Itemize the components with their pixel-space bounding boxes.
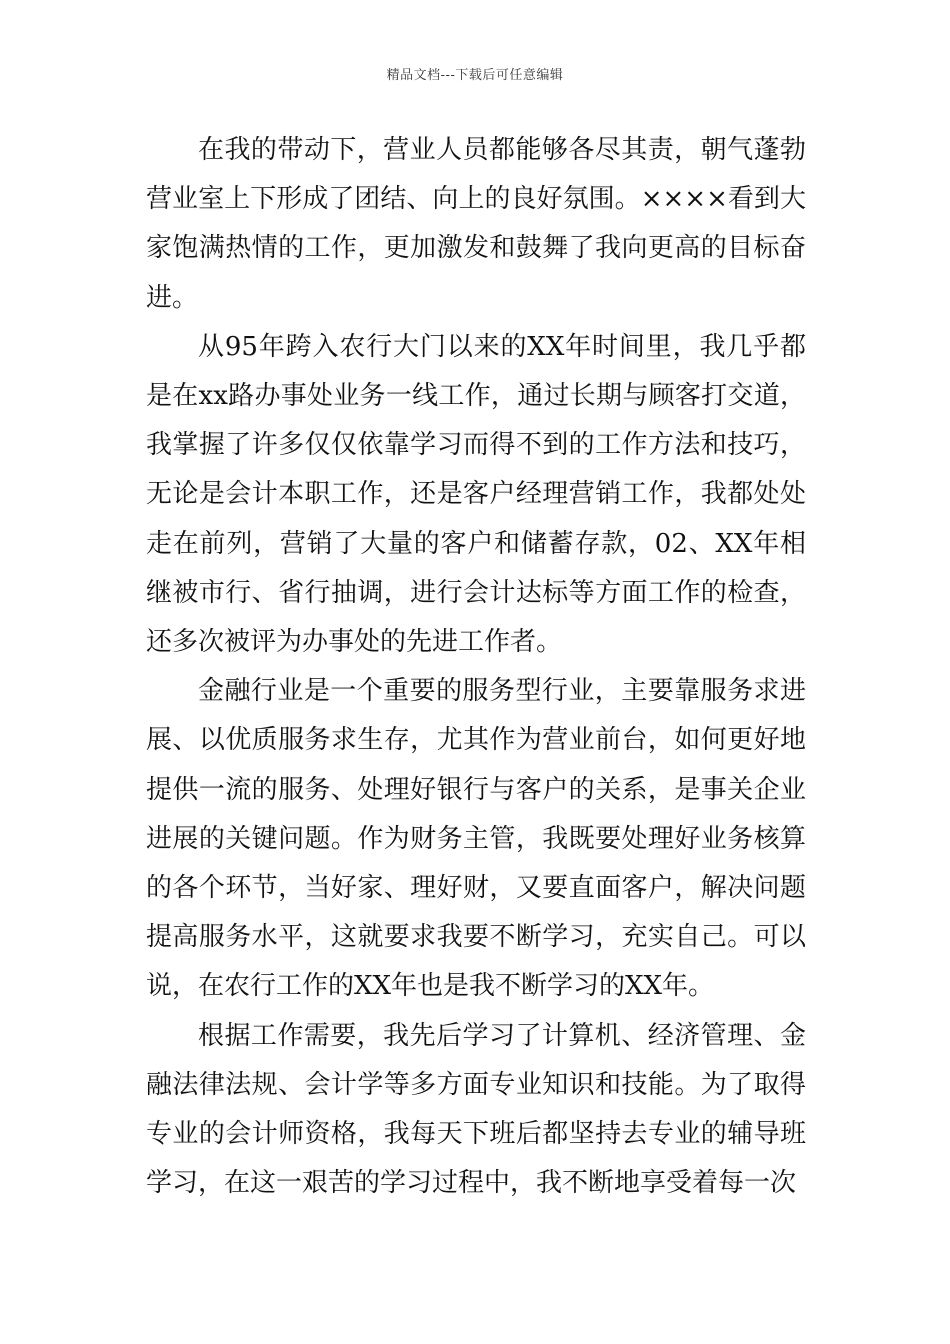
line: 专业的会计师资格，我每天下班后都坚持去专业的辅导班: [146, 1119, 806, 1150]
line: 在前列，营销了大量的客户和储蓄存款，02、XX年相继被: [146, 528, 806, 608]
page-header: 精品文档---下载后可任意编辑: [386, 68, 564, 83]
line: 在我的带动下，营业人员都能够各尽其责，朝气蓬勃: [198, 135, 806, 165]
line: 根据工作需要，我先后学习了计算机、经济管理、金: [198, 1020, 806, 1051]
line: 学习，在这一艰苦的学习过程中，我不断地享受着每一次: [146, 1168, 797, 1199]
paragraph-1: [146, 126, 806, 323]
paragraph-2: [146, 323, 806, 667]
line: 大家饱满热情的工作，更加激发和鼓舞了我向更高的目标: [146, 184, 806, 264]
line: 融法律法规、会计学等多方面专业知识和技能。为了取得: [146, 1069, 806, 1100]
line: 奋进。: [146, 233, 806, 313]
line: 掌握了许多仅仅依靠学习而得不到的工作方法和技巧，无: [146, 430, 806, 510]
document-body: [146, 126, 806, 1208]
line: 在xx路办事处业务一线工作，通过长期与顾客打交道，我: [146, 381, 806, 461]
line: 提供一流的服务、处理好银行与客户的关系，是事关企业: [146, 774, 806, 805]
line: 展、以优质服务求生存，尤其作为营业前台，如何更好地: [146, 725, 806, 756]
line: 的各个环节，当好家、理好财，又要直面客户，解决问题: [146, 873, 806, 904]
line: 进展的关键问题。作为财务主管，我既要处理好业务核算: [146, 823, 806, 854]
line: 市行、省行抽调，进行会计达标等方面工作的检查，还多: [146, 577, 806, 658]
line: 说，在农行工作的XX年也是我不断学习的XX年。: [146, 971, 715, 1002]
line: 金融行业是一个重要的服务型行业，主要靠服务求进: [198, 676, 806, 707]
line: 论是会计本职工作，还是客户经理营销工作，我都处处走: [146, 479, 806, 559]
line: 次被评为办事处的先进工作者。: [198, 627, 563, 658]
paragraph-4: [146, 1012, 806, 1209]
line: 从95年跨入农行大门以来的XX年时间里，我几乎都是: [146, 331, 806, 412]
paragraph-3: [146, 667, 806, 1011]
line: 营业室上下形成了团结、向上的良好氛围。××××看到: [146, 184, 780, 215]
line: 提高服务水平，这就要求我要不断学习，充实自己。可以: [146, 922, 806, 953]
